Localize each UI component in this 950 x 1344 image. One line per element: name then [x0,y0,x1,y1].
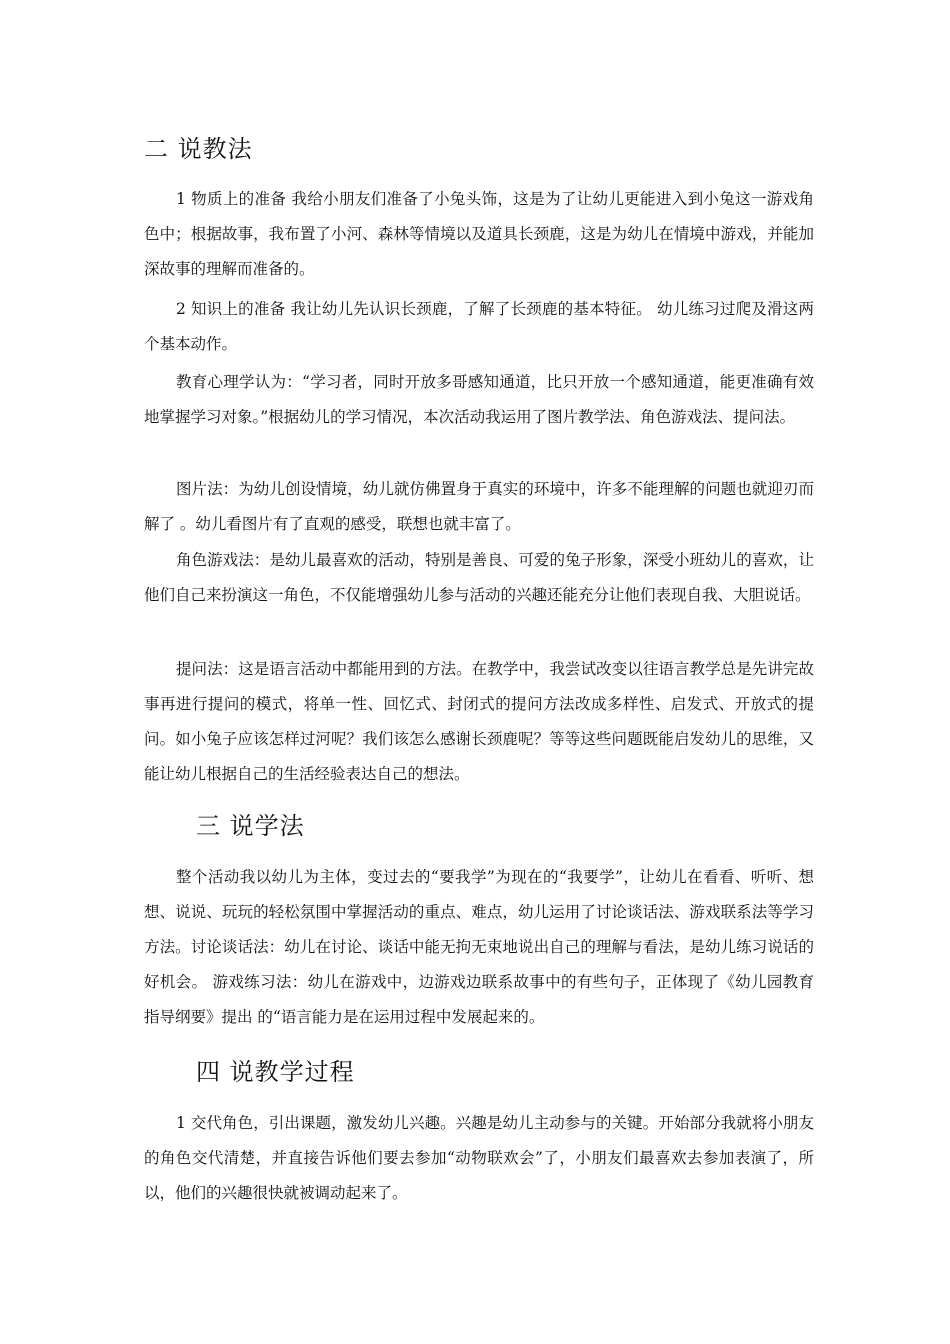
paragraph-knowledge-preparation: 2 知识上的准备 我让幼儿先认识长颈鹿，了解了长颈鹿的基本特征。 幼儿练习过爬及滑这两个基本动作。 [144,300,814,353]
paragraph-introduce-roles: 1 交代角色，引出课题，激发幼儿兴趣。兴趣是幼儿主动参与的关键。开始部分我就将小朋友的角色交代清楚，并直接告诉他们要去参加“动物联欢会”了，小朋友们最喜欢去参加表演了，所以，他们的兴趣很快就被调动起来了。 [144,1114,814,1202]
paragraph-learning-methods: 整个活动我以幼儿为主体，变过去的“要我学”为现在的“我要学”，让幼儿在看看、听听、想想、说说、玩玩的轻松氛围中掌握活动的重点、难点，幼儿运用了讨论谈话法、游戏联系法等学习方法。讨论谈话法：幼儿在讨论、谈话中能无拘无束地说出自己的理解与看法，是幼儿练习说话的好机会。 游戏练习法：幼儿在游戏中，边游戏边联系故事中的有些句子，正体现了《幼儿园教育指导纲要》提出 的“语言能力是在运用过程中发展起来的。 [144,868,814,1026]
section-heading-teaching-process: 四 说教学过程 [196,1058,355,1086]
paragraph-material-preparation: 1 物质上的准备 我给小朋友们准备了小兔头饰，这是为了让幼儿更能进入到小兔这一游戏角色中；根据故事，我布置了小河、森林等情境以及道具长颈鹿，这是为幼儿在情境中游戏，并能加深故事的理解而准备的。 [144,190,814,278]
paragraph-role-play-method: 角色游戏法：是幼儿最喜欢的活动，特别是善良、可爱的兔子形象，深受小班幼儿的喜欢，让他们自己来扮演这一角色，不仅能增强幼儿参与活动的兴趣还能充分让他们表现自我、大胆说话。 [144,551,814,604]
section-heading-teaching-methods: 二 说教法 [144,135,253,163]
paragraph-questioning-method: 提问法：这是语言活动中都能用到的方法。在教学中，我尝试改变以往语言教学总是先讲完故事再进行提问的模式，将单一性、回忆式、封闭式的提问方法改成多样性、启发式、开放式的提问。如小兔子应该怎样过河呢？我们该怎么感谢长颈鹿呢？等等这些问题既能启发幼儿的思维，又能让幼儿根据自己的生活经验表达自己的想法。 [144,660,814,783]
paragraph-picture-method: 图片法：为幼儿创设情境，幼儿就仿佛置身于真实的环境中，许多不能理解的问题也就迎刃而解了 。幼儿看图片有了直观的感受，联想也就丰富了。 [144,480,814,533]
section-heading-learning-methods: 三 说学法 [196,812,305,840]
paragraph-educational-psychology: 教育心理学认为：“学习者，同时开放多哥感知通道，比只开放一个感知通道，能更准确有效地掌握学习对象。”根据幼儿的学习情况，本次活动我运用了图片教学法、角色游戏法、提问法。 [144,373,814,426]
